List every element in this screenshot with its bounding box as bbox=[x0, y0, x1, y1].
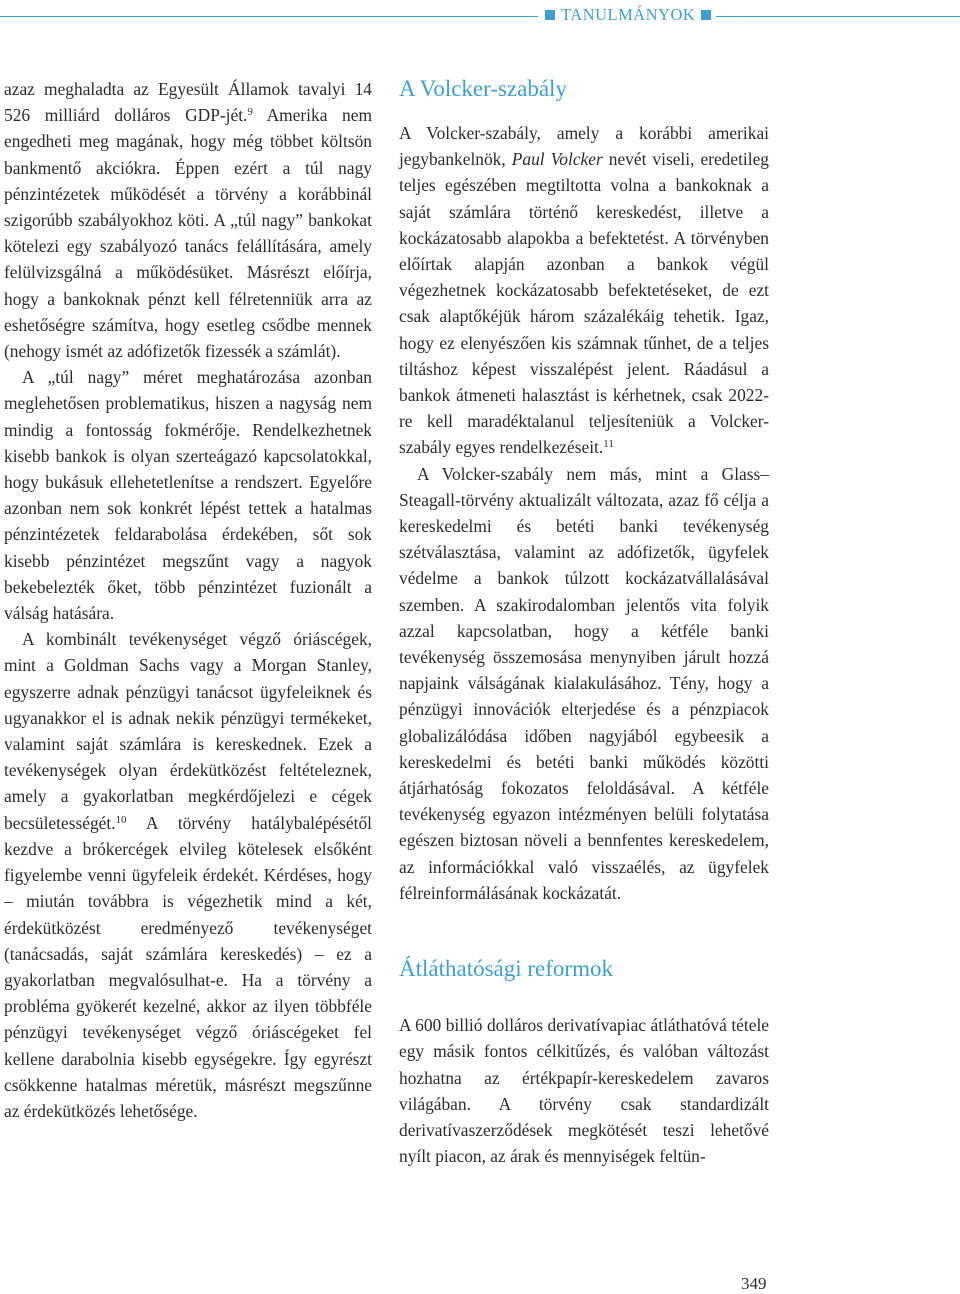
text-run: nevét viseli, eredetileg teljes egészében megtiltotta volna a bankoknak a saját számlára történő kereskedést, illetve a kockázatosabb alapokba a befektetést. A törvényben előírtak alapján azonban a bankok végül végezhetnek kockázatosabb befektetéseket, de ezt csak alaptőkéjük három százalékáig tehetik. Igaz, hogy ez elenyészően kis számnak tűnhet, de a teljes tiltáshoz képest visszalépést jelent. Ráadásul a bankok átmeneti halasztást is kérhetnek, csak 2022-re kell maradéktalanul teljesíteniük a Volcker-szabály egyes rendelkezéseit. bbox=[399, 149, 770, 458]
person-name: Paul Volcker bbox=[511, 149, 603, 170]
footnote-ref: 11 bbox=[603, 438, 614, 451]
text-run: A Volcker-szabály, amely a korábbi amerikai jegybankelnök, bbox=[399, 123, 769, 170]
text-run: Amerika nem engedheti meg magának, hogy még többet költsön bankmentő akciókra. Éppen ezért a túl nagy pénzintézetek működését a törvény a korábbinál szigorúbb szabályokhoz köti. A „túl nagy” bankokat kötelezi egy szabályozó tanács felállítására, amely felülvizsgálná a működésüket. Másrészt előírja, hogy a bankoknak pénzt kell félretenniük arra az eshetőségre számítva, hogy esetleg csődbe mennek (nehogy ismét az adófizetők fizessék a számlát). bbox=[4, 105, 372, 362]
paragraph bbox=[4, 626, 372, 1124]
text-run: A kombinált tevékenységet végző óriáscégek, mint a Goldman Sachs vagy a Morgan Stanley, egyszerre adnak pénzügyi tanácsot ügyfeleiknek és ugyanakkor el is adnak nekik pénzügyi termékeket, valamint saját számlára is kereskednek. Ezek a tevékenységek olyan érdekütközést feltételeznek, amely a gyakorlatban megkérdőjelezi e cégek becsületességét. bbox=[4, 629, 372, 833]
footnote-ref: 10 bbox=[115, 813, 127, 826]
paragraph: A 600 billió dolláros derivatívapiac átláthatóvá tétele egy másik fontos célkitűzés, és valóban változást hozhatna az értékpapír-kereskedelem zavaros világában. A törvény csak standardizált derivatívaszerződések megkötését teszi lehetővé nyílt piacon, az árak és mennyiségek feltün- bbox=[399, 1015, 769, 1167]
left-column bbox=[4, 76, 372, 1124]
page-number: 349 bbox=[741, 1274, 767, 1293]
right-column bbox=[399, 76, 769, 1169]
footnote-ref: 9 bbox=[247, 106, 253, 119]
header-rule-left bbox=[0, 16, 538, 17]
text-run: azaz meghaladta az Egyesült Államok tavalyi 14 526 milliárd dolláros GDP-jét. bbox=[4, 79, 372, 126]
section-label bbox=[541, 5, 715, 25]
text-run: A törvény hatálybalépésétől kezdve a brókercégek elvileg kötelesek elsőként figyelembe venni ügyfeleik érdekét. Kérdéses, hogy – miután továbbra is végezhetik mind a két, érdekütközést eredményező tevékenységet (tanácsadás, saját számlára kereskedés) – ez a gyakorlatban megvalósulhat-e. Ha a törvény a probléma gyökerét kezelné, akkor az ilyen többféle pénzügyi tevékenységet végző óriáscégeket fel kellene darabolnia kisebb egységekre. Így egyrészt csökkenne hatalmas méretük, másrészt megszűnne az érdekütközés lehetősége. bbox=[4, 812, 372, 1121]
paragraph: A Volcker-szabály nem más, mint a Glass–Steagall-törvény aktualizált változata, azaz fő célja a kereskedelmi és betéti banki tevékenység szétválasztása, valamint az adófizetők, ügyfelek védelme a bankok túlzott kockázatvállalásával szemben. A szakirodalomban jelentős vita folyik azzal kapcsolatban, hogy a kétféle banki tevékenység összemosása menynyiben járult hozzá napjaink válságának kialakulásához. Tény, hogy a pénzügyi innovációk elterjedése és a pénzpiacok globalizálódása időben nagyjából egybeesik a kereskedelmi és betéti banki működés közötti átjárhatóság fokozatos feloldásával. A kétféle tevékenység egyazon intézményen belüli folytatása egészen biztosan növeli a bennfentes kereskedelem, az információkkal való visszaélés, az ügyfelek félreinformálásának kockázatát. bbox=[399, 463, 769, 903]
section-label-text: TANULMÁNYOK bbox=[561, 5, 696, 24]
paragraph: A „túl nagy” méret meghatározása azonban meglehetősen problematikus, hiszen a nagyság nem mindig a fontosság fokmérője. Rendelkezhetnek kisebb bankok is olyan szerteágazó kapcsolatokkal, hogy bukásuk ellehetetlenítse a rendszert. Egyelőre azonban nem sok konkrét lépést tettek a hatalmas pénzintézetek feldarabolása érdekében, sőt sok kisebb pénzintézet megszűnt vagy a nagyok bekebelezték őket, több pénzintézet fuzionált a válság hatására. bbox=[4, 367, 372, 624]
header-rule-right bbox=[716, 16, 960, 17]
section-heading: Átláthatósági reformok bbox=[399, 956, 613, 982]
paragraph bbox=[399, 120, 769, 461]
running-header bbox=[0, 0, 960, 34]
square-bullet-icon bbox=[545, 10, 555, 20]
section-heading: A Volcker-szabály bbox=[399, 76, 567, 101]
paragraph bbox=[4, 76, 372, 364]
square-bullet-icon bbox=[701, 10, 711, 20]
